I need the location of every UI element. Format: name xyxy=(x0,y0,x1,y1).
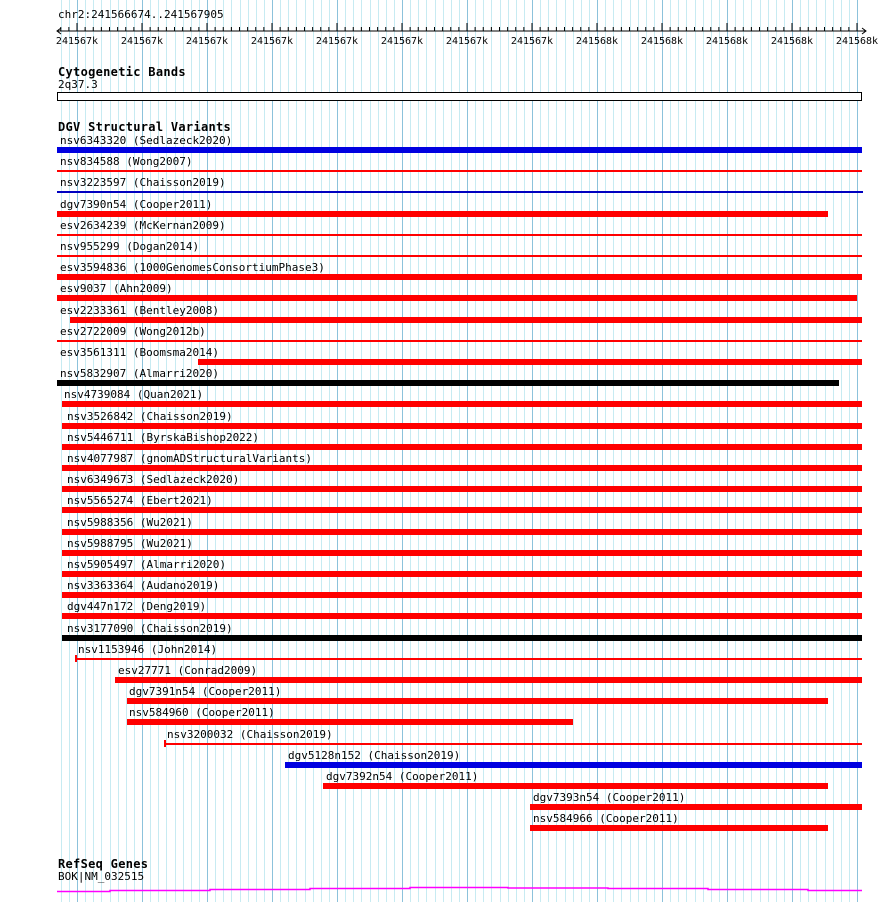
variant-label: nsv3200032 (Chaisson2019) xyxy=(167,727,333,741)
variant-label: nsv3223597 (Chaisson2019) xyxy=(60,176,226,190)
ruler-tick-label: 241567k xyxy=(315,36,359,47)
variant-bar[interactable] xyxy=(62,465,862,471)
variant-label: esv2233361 (Bentley2008) xyxy=(60,303,219,317)
variant-label: nsv1153946 (John2014) xyxy=(78,642,218,656)
variant-bar[interactable] xyxy=(62,550,862,556)
variant-bar[interactable] xyxy=(164,743,862,745)
grid-line-minor xyxy=(248,0,249,902)
variant-bar[interactable] xyxy=(62,571,862,577)
variant-label: nsv5832907 (Almarri2020) xyxy=(60,367,219,381)
cytoband-name: 2q37.3 xyxy=(58,78,98,91)
ruler-tick-label: 241567k xyxy=(510,36,554,47)
variant-label: esv3561311 (Boomsma2014) xyxy=(60,346,219,359)
variant-bar[interactable] xyxy=(62,635,862,641)
variant-bar[interactable] xyxy=(62,592,862,598)
ruler-tick-label: 241567k xyxy=(55,36,99,47)
variant-label: dgv5128n152 (Chaisson2019) xyxy=(288,748,461,762)
variant-bar[interactable] xyxy=(127,698,828,704)
variant-label: nsv5446711 (ByrskaBishop2022) xyxy=(67,430,260,444)
ruler-tick-label: 241567k xyxy=(120,36,164,47)
variant-bar[interactable] xyxy=(62,423,862,429)
variant-bar[interactable] xyxy=(115,677,862,683)
variant-bar[interactable] xyxy=(57,274,862,280)
variant-label: nsv4739084 (Quan2021) xyxy=(64,388,204,402)
variant-bar[interactable] xyxy=(62,529,862,535)
variant-label: dgv7390n54 (Cooper2011) xyxy=(60,197,213,211)
ruler-tick-label: 241568k xyxy=(705,36,749,47)
variant-bar[interactable] xyxy=(57,255,862,257)
variant-label: nsv6349673 (Sedlazeck2020) xyxy=(67,473,240,487)
variant-bar[interactable] xyxy=(530,804,862,810)
variant-bar[interactable] xyxy=(70,317,862,323)
variant-bar[interactable] xyxy=(62,401,862,407)
variant-label: nsv5565274 (Ebert2021) xyxy=(67,494,213,508)
variant-label: nsv5905497 (Almarri2020) xyxy=(67,558,226,571)
section-title-cytobands: Cytogenetic Bands xyxy=(58,65,186,79)
variant-bar[interactable] xyxy=(530,825,828,831)
variant-start-tick xyxy=(75,655,77,662)
variant-label: nsv6343320 (Sedlazeck2020) xyxy=(60,134,233,147)
ruler-tick-label: 241568k xyxy=(770,36,814,47)
variant-bar[interactable] xyxy=(62,444,862,450)
variant-label: nsv4077987 (gnomADStructuralVariants) xyxy=(67,452,313,465)
variant-label: nsv5988795 (Wu2021) xyxy=(67,536,193,550)
variant-bar[interactable] xyxy=(57,211,828,217)
variant-bar[interactable] xyxy=(323,783,828,789)
ruler-tick-label: 241568k xyxy=(575,36,619,47)
gene-name: BOK|NM_032515 xyxy=(58,870,145,883)
variant-label: nsv834588 (Wong2007) xyxy=(60,155,193,169)
variant-bar[interactable] xyxy=(127,719,573,725)
variant-label: nsv955299 (Dogan2014) xyxy=(60,240,200,253)
variant-bar[interactable] xyxy=(62,507,862,513)
region-title: chr2:241566674..241567905 xyxy=(58,8,224,21)
variant-label: dgv7392n54 (Cooper2011) xyxy=(326,770,479,783)
variant-label: nsv3177090 (Chaisson2019) xyxy=(67,621,233,635)
variant-bar[interactable] xyxy=(75,658,862,660)
variant-bar[interactable] xyxy=(57,191,863,193)
ruler-tick-label: 241567k xyxy=(380,36,424,47)
variant-label: nsv5988356 (Wu2021) xyxy=(67,515,193,529)
variant-bar[interactable] xyxy=(57,295,857,301)
variant-bar[interactable] xyxy=(285,762,862,768)
variant-label: nsv3526842 (Chaisson2019) xyxy=(67,409,233,423)
section-title-variants: DGV Structural Variants xyxy=(58,120,232,134)
variant-bar[interactable] xyxy=(57,340,862,342)
variant-bar[interactable] xyxy=(57,147,862,153)
variant-label: esv27771 (Conrad2009) xyxy=(118,664,258,677)
ruler-arrow-right xyxy=(862,28,866,34)
ruler-tick-label: 241567k xyxy=(445,36,489,47)
variant-start-tick xyxy=(164,740,166,747)
variant-label: dgv7391n54 (Cooper2011) xyxy=(129,685,282,699)
variant-label: esv9037 (Ahn2009) xyxy=(60,282,173,296)
variant-label: dgv447n172 (Deng2019) xyxy=(67,600,207,614)
variant-bar[interactable] xyxy=(57,380,839,386)
variant-bar[interactable] xyxy=(62,486,862,492)
variant-label: esv2634239 (McKernan2009) xyxy=(60,218,226,232)
variant-bar[interactable] xyxy=(57,170,862,172)
cytoband-glyph[interactable] xyxy=(57,92,862,101)
variant-bar[interactable] xyxy=(57,234,862,236)
variant-label: dgv7393n54 (Cooper2011) xyxy=(533,791,686,805)
ruler-tick-label: 241568k xyxy=(640,36,684,47)
variant-label: nsv3363364 (Audano2019) xyxy=(67,579,220,593)
variant-label: esv3594836 (1000GenomesConsortiumPhase3) xyxy=(60,261,325,275)
grid-line-minor xyxy=(280,0,281,902)
variant-label: nsv584960 (Cooper2011) xyxy=(129,706,275,720)
variant-label: nsv584966 (Cooper2011) xyxy=(533,812,679,826)
grid-line-minor xyxy=(256,0,257,902)
ruler-tick-label: 241568k xyxy=(835,36,879,47)
grid-line-minor xyxy=(264,0,265,902)
variant-bar[interactable] xyxy=(198,359,862,365)
grid-line-minor xyxy=(240,0,241,902)
variant-bar[interactable] xyxy=(62,613,862,619)
ruler-tick-label: 241567k xyxy=(185,36,229,47)
ruler-tick-label: 241567k xyxy=(250,36,294,47)
section-title-genes: RefSeq Genes xyxy=(58,857,149,871)
variant-label: esv2722009 (Wong2012b) xyxy=(60,324,206,338)
grid-line-major xyxy=(272,0,273,902)
